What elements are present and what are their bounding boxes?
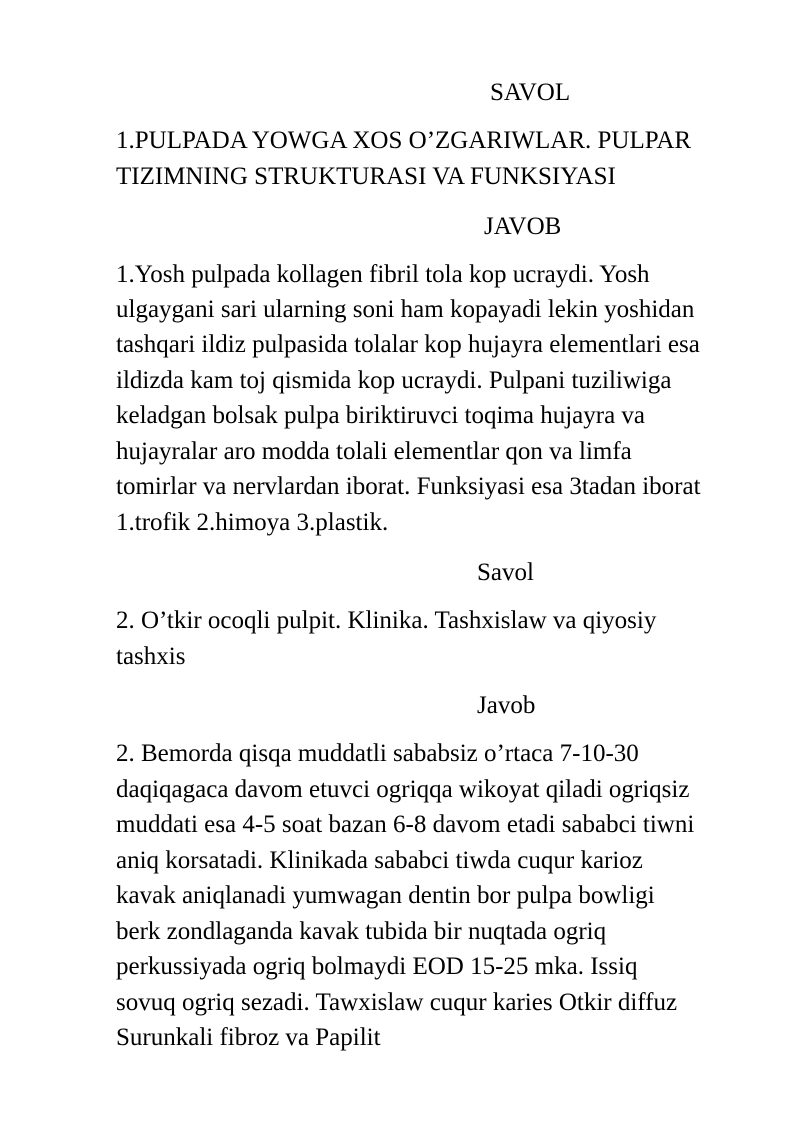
section-heading-javob-1: JAVOB (484, 213, 562, 240)
answer-2-line-7: perkussiyada ogriq bolmaydi EOD 15-25 mka. Issiq (116, 953, 638, 980)
question-1-line-2: TIZIMNING STRUKTURASI VA FUNKSIYASI (116, 163, 616, 190)
answer-1-line-8: 1.trofik 2.himoya 3.plastik. (116, 509, 389, 536)
answer-1-line-4: ildizda kam toj qismida kop ucraydi. Pulpani tuziliwiga (116, 367, 672, 394)
answer-2-line-1: 2. Bemorda qisqa muddatli sababsiz o’rtaca 7-10-30 (116, 740, 639, 767)
question-2-line-2: tashxis (116, 643, 186, 670)
answer-1-line-3: tashqari ildiz pulpasida tolalar kop hujayra elementlari esa (116, 331, 700, 358)
answer-1-line-2: ulgaygani sari ularning soni ham kopayadi lekin yoshidan (116, 296, 695, 323)
answer-2-line-3: muddati esa 4-5 soat bazan 6-8 davom etadi sababci tiwni (116, 811, 695, 838)
answer-1-line-1: 1.Yosh pulpada kollagen fibril tola kop ucraydi. Yosh (116, 261, 650, 288)
answer-1-line-5: keladgan bolsak pulpa biriktiruvci toqima hujayra va (116, 402, 646, 429)
question-2-line-1: 2. O’tkir ocoqli pulpit. Klinika. Tashxislaw va qiyosiy (116, 607, 657, 634)
section-heading-savol-1: SAVOL (490, 79, 571, 106)
section-heading-savol-2: Savol (477, 559, 534, 586)
answer-2-line-5: kavak aniqlanadi yumwagan dentin bor pulpa bowligi (116, 882, 655, 909)
answer-2-line-2: daqiqagaca davom etuvci ogriqqa wikoyat qiladi ogriqsiz (116, 776, 690, 803)
question-1-line-1: 1.PULPADA YOWGA XOS O’ZGARIWLAR. PULPAR (116, 127, 692, 154)
answer-1-line-7: tomirlar va nervlardan iborat. Funksiyasi esa 3tadan iborat (116, 473, 701, 500)
section-heading-javob-2: Javob (477, 692, 536, 719)
answer-1-line-6: hujayralar aro modda tolali elementlar qon va limfa (116, 438, 632, 465)
answer-2-line-8: sovuq ogriq sezadi. Tawxislaw cuqur karies Otkir diffuz (116, 989, 678, 1016)
answer-2-line-9: Surunkali fibroz va Papilit (116, 1024, 381, 1051)
answer-2-line-4: aniq korsatadi. Klinikada sababci tiwda cuqur karioz (116, 847, 643, 874)
answer-2-line-6: berk zondlaganda kavak tubida bir nuqtada ogriq (116, 918, 607, 945)
